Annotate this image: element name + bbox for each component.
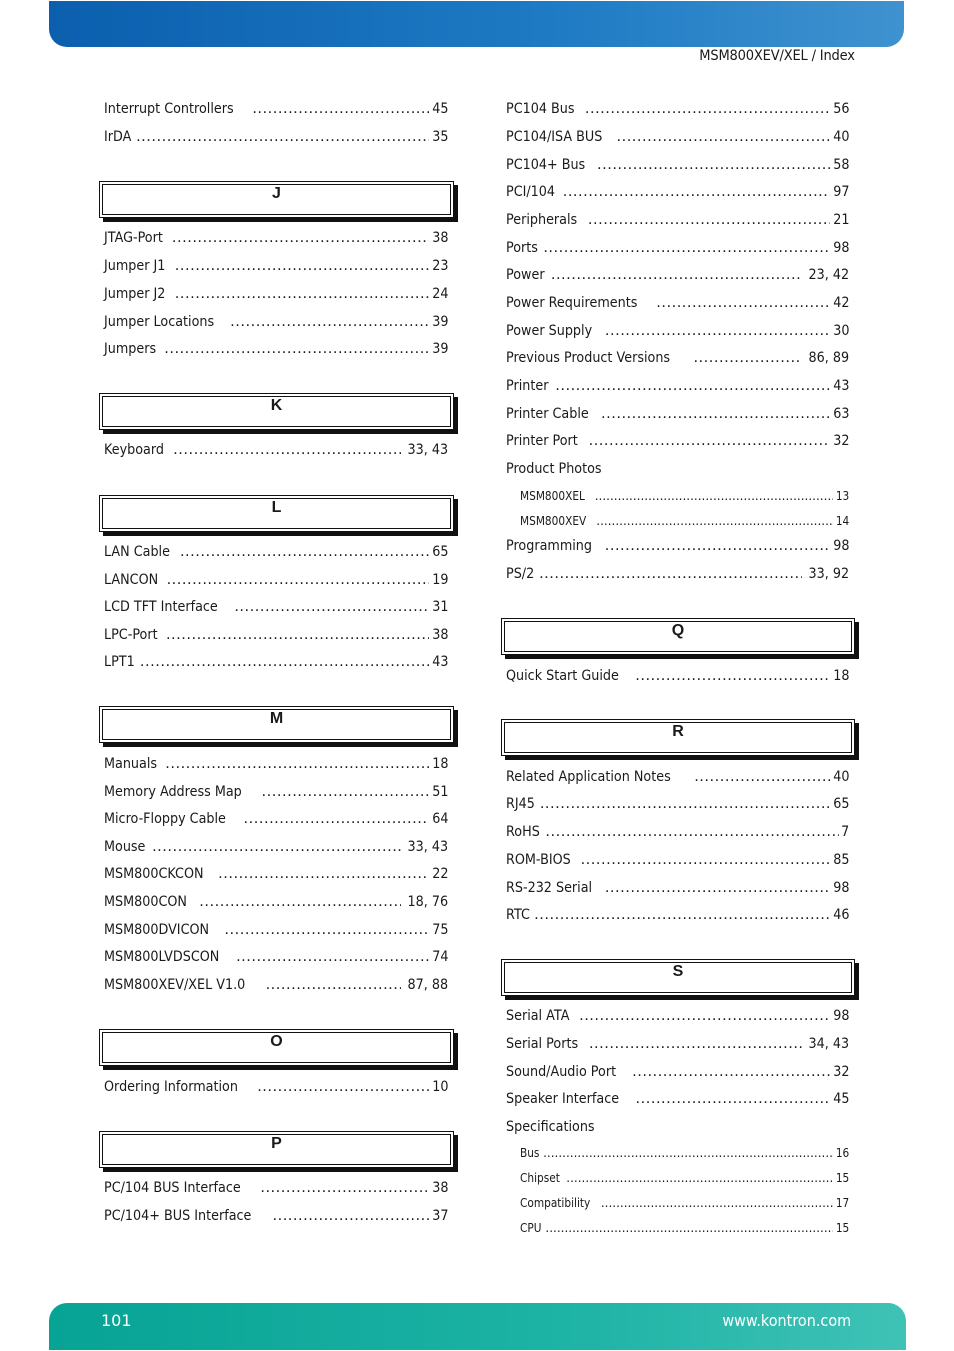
index-entry-label: Speaker Interface [506,1091,620,1107]
index-entry-label: MSM800LVDSCON [104,949,220,965]
dot-leader [585,101,830,117]
index-entry-page[interactable]: 13 [835,489,849,503]
index-entry-page[interactable]: 31 [431,599,448,615]
index-entry-label: LPT1 [104,654,135,670]
index-entry-label: Memory Address Map [104,784,242,800]
index-entry-label: Serial Ports [506,1036,579,1052]
index-entry-printer-port[interactable] [506,433,849,453]
index-entry-label: PC104+ Bus [506,157,586,173]
dot-leader [581,852,830,868]
index-entry-product-photos[interactable] [506,461,849,481]
index-entry-lcd-tft-interface[interactable] [104,599,448,619]
dot-leader [199,894,401,910]
index-entry-page[interactable]: 15 [835,1171,849,1185]
dot-leader [551,267,802,283]
dot-leader [656,295,829,311]
dot-leader [597,157,830,173]
dot-leader [635,668,829,684]
index-entry-page[interactable]: 75 [431,922,448,938]
index-entry-label: MSM800XEV [520,514,587,528]
index-entry-label: Programming [506,538,593,554]
dot-leader [534,907,829,923]
index-entry-label: Product Photos [506,461,602,477]
section-letter-box [501,959,855,996]
index-entry-label: MSM800DVICON [104,922,210,938]
index-entry-label: PC/104 BUS Interface [104,1180,241,1196]
index-entry-page[interactable]: 56 [832,101,849,117]
section-letter-box [99,706,454,743]
section-letter-box [99,1131,454,1168]
index-entry-page[interactable]: 10 [431,1079,448,1095]
dot-leader [164,341,428,357]
index-entry-memory-address-map[interactable] [104,784,448,804]
index-entry-peripherals[interactable] [506,212,849,232]
dot-leader [244,811,429,827]
page-number: 101 [101,1311,132,1330]
dot-leader [605,538,830,554]
dot-leader [601,406,830,422]
index-entry-programming[interactable] [506,538,849,558]
dot-leader [262,784,429,800]
index-entry-lpc-port[interactable] [104,627,448,647]
dot-leader [236,949,428,965]
index-entry-page[interactable]: 39 [431,314,448,330]
index-entry-jtag-port[interactable] [104,230,448,250]
index-entry-page[interactable]: 33, 43 [407,442,448,458]
dot-leader [166,627,429,643]
dot-leader [540,796,830,812]
index-entry-label: MSM800CKCON [104,866,204,882]
index-entry-label: RTC [506,907,530,923]
dot-leader [555,378,829,394]
dot-leader [218,866,428,882]
index-entry-ordering-information[interactable] [104,1079,448,1099]
dot-leader [595,489,833,503]
section-letter-box [99,1029,454,1066]
index-entry-page[interactable]: 58 [832,157,849,173]
index-entry-label: ROM-BIOS [506,852,571,868]
index-entry-page[interactable]: 30 [832,323,849,339]
index-entry-page[interactable]: 23 [431,258,448,274]
index-entry-msm800ckcon[interactable] [104,866,448,886]
index-entry-label: Previous Product Versions [506,350,671,366]
index-entry-lpt1[interactable] [104,654,448,674]
section-letter: L [271,499,282,516]
section-letter: Q [671,622,685,639]
index-entry-label: Micro-Floppy Cable [104,811,226,827]
index-entry-label: Power Supply [506,323,593,339]
index-entry-label: RJ45 [506,796,535,812]
index-entry-label: Power [506,267,545,283]
index-entry-label: Printer Cable [506,406,589,422]
index-entry-jumper-j2[interactable] [104,286,448,306]
index-entry-label: PC104/ISA BUS [506,129,603,145]
index-entry-rtc[interactable] [506,907,849,927]
index-entry-label: MSM800XEL [520,489,585,503]
index-entry-msm800xev[interactable] [520,514,849,534]
index-entry-label: CPU [520,1221,542,1235]
index-entry-msm800con[interactable] [104,894,448,914]
index-entry-page[interactable]: 22 [431,866,448,882]
index-entry-page[interactable]: 98 [832,880,849,896]
index-entry-page[interactable]: 7 [840,824,849,840]
index-entry-label: LCD TFT Interface [104,599,218,615]
index-entry-pci-104[interactable] [506,184,849,204]
dot-leader [152,839,401,855]
section-letter: M [269,710,284,727]
dot-leader [545,824,838,840]
index-entry-page[interactable]: 85 [832,852,849,868]
dot-leader [596,514,832,528]
dot-leader [175,258,429,274]
dot-leader [589,433,830,449]
index-entry-label: Jumper Locations [104,314,215,330]
index-entry-micro-floppy-cable[interactable] [104,811,448,831]
index-entry-label: MSM800XEV/XEL V1.0 [104,977,246,993]
index-entry-pc104-bus[interactable] [506,101,849,121]
index-entry-label: LANCON [104,572,159,588]
index-entry-compatibility[interactable] [520,1196,849,1216]
dot-leader [224,922,428,938]
index-entry-page[interactable]: 43 [431,654,448,670]
index-entry-label: MSM800CON [104,894,187,910]
index-entry-specifications[interactable] [506,1119,849,1139]
index-entry-interrupt-controllers[interactable] [104,101,448,121]
index-entry-quick-start-guide[interactable] [506,668,849,688]
index-entry-msm800lvdscon[interactable] [104,949,448,969]
index-entry-label: Keyboard [104,442,164,458]
dot-leader [566,1171,832,1185]
index-entry-label: Ports [506,240,538,256]
index-entry-mouse[interactable] [104,839,448,859]
index-entry-irda[interactable] [104,129,448,149]
dot-leader [167,572,429,588]
index-entry-ps-2[interactable] [506,566,849,586]
index-entry-label: Manuals [104,756,158,772]
page-header-title: MSM800XEV/XEL / Index [699,48,855,64]
index-entry-msm800xev-xel-v1-0[interactable] [104,977,448,997]
index-entry-label: Serial ATA [506,1008,570,1024]
index-entry-page[interactable]: 74 [431,949,448,965]
dot-leader [605,323,830,339]
index-entry-page[interactable]: 15 [835,1221,849,1235]
section-letter-box [501,618,855,655]
index-entry-label: IrDA [104,129,132,145]
dot-leader [636,1091,830,1107]
index-entry-label: RoHS [506,824,540,840]
index-entry-page[interactable]: 33, 92 [808,566,849,582]
index-entry-page[interactable]: 46 [832,907,849,923]
index-entry-page[interactable]: 34, 43 [808,1036,849,1052]
index-entry-page[interactable]: 33, 43 [407,839,448,855]
index-entry-lan-cable[interactable] [104,544,448,564]
dot-leader [588,212,830,228]
section-letter-box [501,719,855,756]
dot-leader [543,240,829,256]
dot-leader [563,184,830,200]
dot-leader [632,1064,829,1080]
index-entry-page[interactable]: 86, 89 [808,350,849,366]
index-entry-label: Ordering Information [104,1079,238,1095]
index-entry-speaker-interface[interactable] [506,1091,849,1111]
index-entry-page[interactable]: 98 [832,538,849,554]
index-entry-printer[interactable] [506,378,849,398]
section-letter-box [99,181,454,218]
section-letter: O [270,1033,283,1050]
section-letter: K [270,397,283,414]
dot-leader [579,1008,829,1024]
dot-leader [257,1079,428,1095]
dot-leader [140,654,429,670]
index-entry-label: Specifications [506,1119,595,1135]
header-band [49,1,904,47]
dot-leader [272,1208,428,1224]
section-letter: P [271,1135,282,1152]
index-entry-page[interactable]: 14 [835,514,849,528]
index-entry-power[interactable] [506,267,849,287]
dot-leader [172,230,429,246]
dot-leader [616,129,829,145]
index-entry-msm800xel[interactable] [520,489,849,509]
dot-leader [543,1146,833,1160]
index-entry-serial-ata[interactable] [506,1008,849,1028]
dot-leader [230,314,428,330]
index-entry-label: Chipset [520,1171,560,1185]
index-entry-ports[interactable] [506,240,849,260]
index-entry-page[interactable]: 38 [431,230,448,246]
index-entry-label: LPC-Port [104,627,158,643]
index-entry-pc-104-bus-interface[interactable] [104,1180,448,1200]
index-entry-page[interactable]: 45 [431,101,448,117]
index-entry-page[interactable]: 18 [431,756,448,772]
index-entry-power-requirements[interactable] [506,295,849,315]
section-letter-box [99,495,454,532]
index-entry-page[interactable]: 23, 42 [808,267,849,283]
index-entry-page[interactable]: 42 [832,295,849,311]
dot-leader [539,566,802,582]
index-entry-page[interactable]: 64 [431,811,448,827]
index-entry-page[interactable]: 97 [832,184,849,200]
index-entry-page[interactable]: 63 [832,406,849,422]
index-entry-label: Related Application Notes [506,769,671,785]
index-entry-label: Quick Start Guide [506,668,619,684]
dot-leader [545,1221,832,1235]
section-letter: J [272,185,281,202]
index-entry-label: JTAG-Port [104,230,163,246]
index-entry-page[interactable]: 37 [431,1208,448,1224]
index-entry-previous-product-versions[interactable] [506,350,849,370]
index-entry-page[interactable]: 40 [832,769,849,785]
index-entry-jumper-locations[interactable] [104,314,448,334]
index-entry-pc104-bus[interactable] [506,157,849,177]
index-entry-keyboard[interactable] [104,442,448,462]
index-entry-chipset[interactable] [520,1171,849,1191]
dot-leader [601,1196,833,1210]
index-entry-page[interactable]: 21 [832,212,849,228]
dot-leader [693,350,801,366]
index-entry-label: PC/104+ BUS Interface [104,1208,252,1224]
index-entry-label: Interrupt Controllers [104,101,234,117]
index-entry-label: Power Requirements [506,295,638,311]
index-entry-page[interactable]: 19 [431,572,448,588]
index-entry-label: Sound/Audio Port [506,1064,617,1080]
index-entry-label: Jumper J1 [104,258,166,274]
index-entry-page[interactable]: 98 [832,1008,849,1024]
index-entry-msm800dvicon[interactable] [104,922,448,942]
index-entry-label: Bus [520,1146,540,1160]
index-entry-page[interactable]: 98 [832,240,849,256]
section-letter: R [672,723,684,740]
section-letter-box [99,393,454,430]
index-entry-power-supply[interactable] [506,323,849,343]
index-entry-label: RS-232 Serial [506,880,593,896]
index-entry-rj45[interactable] [506,796,849,816]
index-entry-page[interactable]: 51 [431,784,448,800]
dot-leader [589,1036,802,1052]
index-entry-jumpers[interactable] [104,341,448,361]
index-entry-label: LAN Cable [104,544,170,560]
index-entry-label: Printer [506,378,549,394]
index-entry-label: PC104 Bus [506,101,575,117]
index-entry-page[interactable]: 40 [832,129,849,145]
index-entry-label: Jumpers [104,341,157,357]
index-entry-related-application-notes[interactable] [506,769,849,789]
section-letter: S [672,963,684,980]
index-entry-label: PS/2 [506,566,535,582]
index-entry-rs-232-serial[interactable] [506,880,849,900]
dot-leader [266,977,401,993]
index-entry-page[interactable]: 24 [431,286,448,302]
index-entry-rom-bios[interactable] [506,852,849,872]
index-entry-jumper-j1[interactable] [104,258,448,278]
index-entry-label: Jumper J2 [104,286,166,302]
index-entry-page[interactable]: 65 [431,544,448,560]
index-entry-page[interactable]: 45 [832,1091,849,1107]
dot-leader [252,101,428,117]
dot-leader [173,442,401,458]
index-entry-page[interactable]: 38 [431,1180,448,1196]
index-entry-rohs[interactable] [506,824,849,844]
dot-leader [605,880,830,896]
footer-url[interactable]: www.kontron.com [722,1311,851,1330]
index-entry-cpu[interactable] [520,1221,849,1241]
index-entry-page[interactable]: 32 [832,433,849,449]
index-entry-pc104-isa-bus[interactable] [506,129,849,149]
dot-leader [175,286,429,302]
index-entry-label: Printer Port [506,433,578,449]
dot-leader [260,1180,428,1196]
index-entry-pc-104-bus-interface[interactable] [104,1208,448,1228]
dot-leader [136,129,428,145]
dot-leader [234,599,428,615]
index-entry-page[interactable]: 18 [832,668,849,684]
index-entry-page[interactable]: 32 [832,1064,849,1080]
dot-leader [694,769,829,785]
index-entry-serial-ports[interactable] [506,1036,849,1056]
index-entry-page[interactable]: 43 [832,378,849,394]
index-entry-page[interactable]: 16 [835,1146,849,1160]
dot-leader [180,544,429,560]
index-entry-page[interactable]: 87, 88 [407,977,448,993]
index-entry-label: Compatibility [520,1196,591,1210]
dot-leader [165,756,428,772]
index-entry-page[interactable]: 18, 76 [407,894,448,910]
index-entry-printer-cable[interactable] [506,406,849,426]
index-entry-label: Mouse [104,839,146,855]
index-entry-sound-audio-port[interactable] [506,1064,849,1084]
index-entry-manuals[interactable] [104,756,448,776]
index-entry-page[interactable]: 17 [835,1196,849,1210]
index-entry-lancon[interactable] [104,572,448,592]
index-entry-label: PCI/104 [506,184,556,200]
index-entry-bus[interactable] [520,1146,849,1166]
index-entry-page[interactable]: 35 [431,129,448,145]
index-entry-page[interactable]: 38 [431,627,448,643]
index-entry-page[interactable]: 39 [431,341,448,357]
index-entry-page[interactable]: 65 [832,796,849,812]
index-entry-label: Peripherals [506,212,578,228]
